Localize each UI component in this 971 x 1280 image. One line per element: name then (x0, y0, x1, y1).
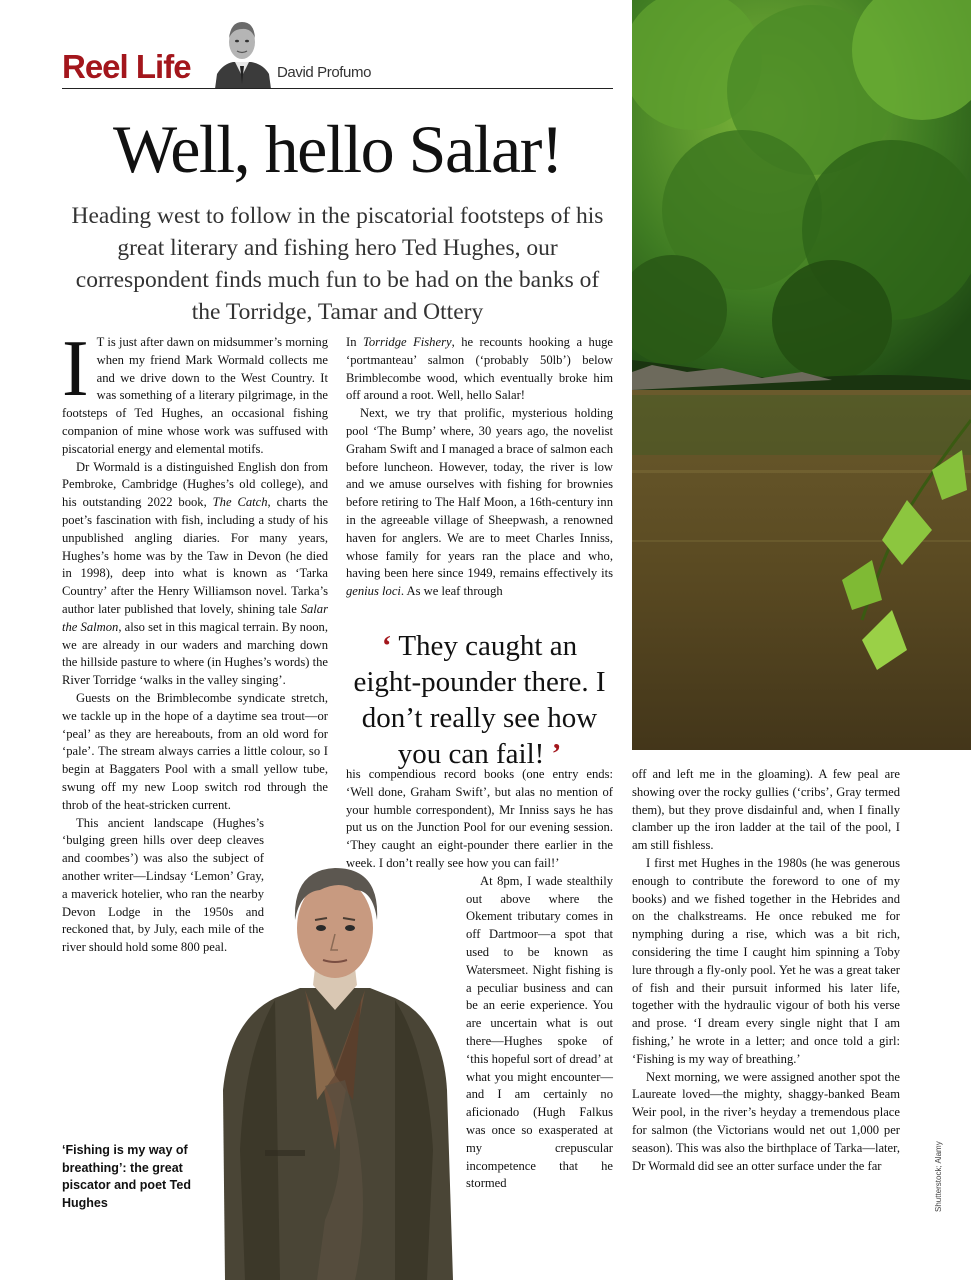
book-title: The Catch (212, 495, 268, 510)
latin-phrase: genius loci (346, 584, 401, 599)
paragraph-text: In (346, 335, 363, 349)
section-title: Reel Life (62, 48, 191, 85)
standfirst: Heading west to follow in the piscatorial footsteps of his great literary and fishing hero Ted Hughes, our correspondent finds much fun to be had on the banks of the Torridge, Tamar and Ottery (71, 203, 604, 325)
close-quote-mark: ’ (551, 738, 562, 770)
pull-quote (346, 628, 613, 772)
header-divider (62, 88, 613, 89)
ted-hughes-portrait (205, 850, 463, 1280)
photo-caption: ‘Fishing is my way of breathing’: the great piscator and poet Ted Hughes (62, 1143, 191, 1210)
paragraph (346, 405, 613, 601)
article-column-2-top (346, 334, 613, 601)
paragraph-text: , also set in this magical terrain. By noon, we are already in our waders and marching down the hillside pasture to where (in Hughes’s words) the River Torridge ‘walks in the valley singing’. (62, 619, 328, 688)
paragraph: At 8pm, I wade stealthily out above where the Okement tributary comes in off Dartmoor—a spot that used to be known as Watersmeet. Night fishing is a peculiar business and can be an eerie experience. You are uncertain what is out there—Hughes spoke of ‘this hopeful sort of dread’ at what you might encounter—and I am certainly no aficionado (Hugh Falkus was once so exasperated at my crepuscular incompetence that he stormed (466, 873, 613, 1191)
paragraph-text: Dr Wormald is a distinguished English don from Pembroke, Cambridge (Hughes’s old college), and his outstanding 2022 book, (62, 459, 328, 510)
article-column-3 (632, 766, 900, 1175)
paragraph: Next morning, we were assigned another spot the Laureate loved—the mighty, shaggy-banked Beam Weir pool, in the river’s heyday a tremendous place for salmon (the Victorians would net out 1,000 per season). This was also the birthplace of Tarka—later, Dr Wormald did see an otter surface under the far (632, 1069, 900, 1173)
paragraph (346, 334, 613, 405)
paragraph-text: Next, we try that prolific, mysterious holding pool ‘The Bump’ where, 30 years ago, the novelist Graham Swift and I managed a brace of salmon each before luncheon. However, today, the river is low and we amuse ourselves with fishing for brownies before retiring to The Half Moon, a 16th-century inn in the agreeable village of Sheepwash, a renowned haven for anglers. We are to meet Charles Inniss, whose family for years ran the place and who, having been here since 1949, remains effectively its (346, 406, 613, 581)
author-byline: David Profumo (277, 64, 372, 81)
paragraph-text: , he recounts hooking a huge ‘portmanteau’ salmon (‘probably 50lb’) below Brimblecombe wood, which eventually broke him off around a root. Well, hello Salar! (346, 335, 614, 403)
masthead (62, 14, 613, 90)
paragraph: his compendious record books (one entry ends: ‘Well done, Graham Swift’, but alas no mention of your humble correspondent), Mr Inniss says he has put us on the Junction Pool for our evening session. ‘They caught an eight-pounder there earlier in the week. I don’t really see how you can fail!’ (346, 767, 613, 870)
open-quote-mark: ‘ (381, 630, 392, 662)
river-photo (632, 0, 971, 750)
photo-credit: Shutterstock; Alamy (934, 1141, 943, 1212)
paragraph-text: T is just after dawn on midsummer’s morning when my friend Mark Wormald collects me and we drive down to the West Country. It was something of a literary pilgrimage, in the footsteps of Ted Hughes, an occasional fishing companion of mine whose work was suffused with piscatorial energy and elemental motifs. (62, 335, 328, 456)
paragraph: off and left me in the gloaming). A few peal are showing over the rocky gullies (‘cribs’, Gray termed them), but they prove disdainful and, when I finally clamber up the iron ladder at the tail of the pool, I am still fishless. (632, 767, 900, 853)
paragraph-text: . As we leaf through (400, 584, 503, 599)
book-title: Salar the Salmon (62, 601, 328, 634)
paragraph: I first met Hughes in the 1980s (he was generous enough to contribute the foreword to one of my books) and we fished together in the Hebrides and on the chalkstreams. He once rebuked me for nymphing during a rise, which was a bit rich, considering the time I caught him spinning a Toby lure through a fly-only pool. Yet he was a great taker of fish and their pursuit informed his later life, together with the hydraulic vigour of both his verse and prose. ‘I dream every single night that I am fishing,’ he wrote in a letter; and once told a girl: ‘Fishing is my way of breathing.’ (632, 855, 900, 1066)
headline: Well, hello Salar! (112, 111, 563, 187)
drop-cap: I (62, 325, 89, 413)
paragraph: Guests on the Brimblecombe syndicate stretch, we tackle up in the hope of a daytime sea trout—or ‘peal’ as they are hereabouts, from an old word for ‘pale’. The stream always carries a little colour, so I begin at Baggaters Pool with a small yellow tube, swung off my new Loop switch rod through the throb of the heat-stricken current. (62, 690, 328, 812)
author-headshot (211, 14, 273, 89)
pull-quote-text: They caught an eight-pounder there. I don’t really see how you can fail! (353, 630, 606, 770)
paragraph (62, 459, 328, 690)
paragraph (62, 325, 328, 459)
paragraph: This ancient landscape (Hughes’s ‘bulging green hills over deep cleaves and coombes’) was also the subject of another writer—Lindsay ‘Lemon’ Gray, a maverick hotelier, who ran the nearby Devon Lodge in the 1950s and reckoned that, by July, each mile of the river should hold some 800 peal. (62, 815, 264, 955)
paragraph-text: , charts the poet’s fascination with fish, including a study of his unpublished angling diaries. For many years, Hughes’s home was by the Taw in Devon (he died in 1998), deep into what is known as ‘Tarka Country’ after the Henry Williamson novel. Tarka’s author later published that lovely, shining tale (62, 495, 328, 616)
book-title: Torridge Fishery (362, 335, 452, 349)
